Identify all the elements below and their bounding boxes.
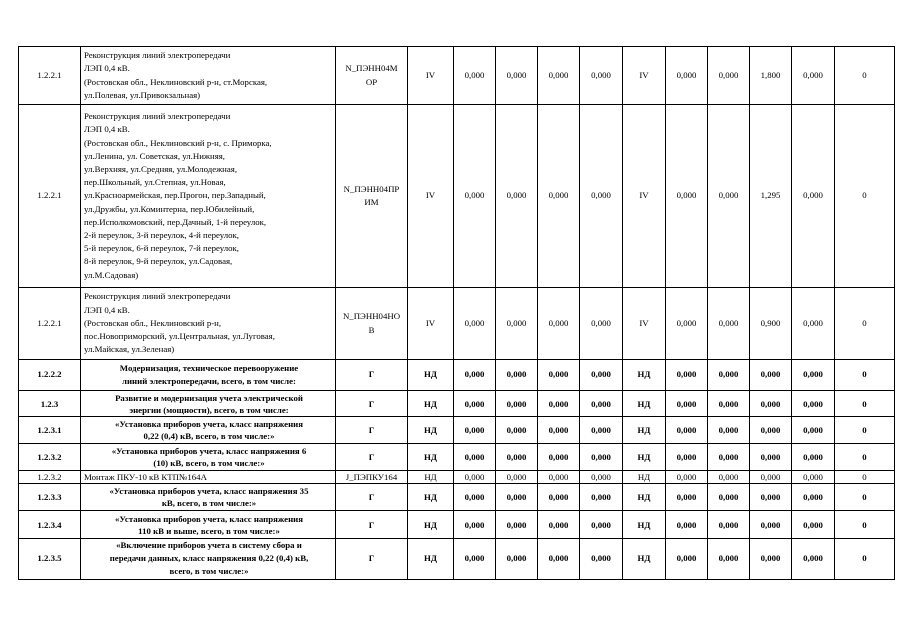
row-number: 1.2.3.4 <box>19 511 81 539</box>
row-description: «Включение приборов учета в систему сбора и передачи данных, класс напряжения 0,22 (0,4) кВ, всего, в том числе:» <box>81 539 336 580</box>
value-cell: 0 <box>835 105 895 288</box>
category: IV <box>408 105 454 288</box>
row-number: 1.2.3.2 <box>19 471 81 484</box>
value-cell: 0,000 <box>708 288 750 360</box>
value-cell: 0 <box>835 417 895 444</box>
value-cell: 0 <box>835 539 895 580</box>
row-description: «Установка приборов учета, класс напряжения 0,22 (0,4) кВ, всего, в том числе:» <box>81 417 336 444</box>
value-cell: 0,000 <box>580 444 623 471</box>
value-cell: 0,000 <box>666 484 708 511</box>
value-cell: 0,000 <box>454 47 496 105</box>
value-cell: 0,000 <box>538 105 580 288</box>
document-page <box>18 46 895 580</box>
value-cell: 0,000 <box>538 539 580 580</box>
row-number: 1.2.3.5 <box>19 539 81 580</box>
category: НД <box>408 360 454 391</box>
value-cell: 0,000 <box>496 360 538 391</box>
value-cell: 1,800 <box>750 47 792 105</box>
value-cell: 0 <box>835 288 895 360</box>
value-cell: 0,000 <box>750 444 792 471</box>
value-cell: 0,000 <box>496 484 538 511</box>
table-row <box>19 360 895 391</box>
project-code: N_ПЭНН04НО В <box>336 288 408 360</box>
project-code: J_ПЭПКУ164 <box>336 471 408 484</box>
project-code: Г <box>336 444 408 471</box>
project-code: Г <box>336 539 408 580</box>
value-cell: 0,000 <box>708 391 750 417</box>
row-number: 1.2.2.2 <box>19 360 81 391</box>
value-cell: 0,000 <box>792 105 835 288</box>
project-code: Г <box>336 391 408 417</box>
value-cell: 0,000 <box>792 288 835 360</box>
value-cell: 0,000 <box>666 471 708 484</box>
value-cell: 0,000 <box>538 417 580 444</box>
value-cell: 0,000 <box>792 539 835 580</box>
value-cell: 0,000 <box>580 511 623 539</box>
value-cell: 0,000 <box>792 360 835 391</box>
table-row <box>19 539 895 580</box>
value-cell: 0 <box>835 484 895 511</box>
category-2: НД <box>623 391 666 417</box>
row-description: Модернизация, техническое перевооружение линий электропередачи, всего, в том числе: <box>81 360 336 391</box>
value-cell: 0,000 <box>708 417 750 444</box>
row-description: Монтаж ПКУ-10 кВ КТП№164А <box>81 471 336 484</box>
value-cell: 0 <box>835 47 895 105</box>
value-cell: 0,900 <box>750 288 792 360</box>
value-cell: 0,000 <box>454 391 496 417</box>
value-cell: 0,000 <box>454 471 496 484</box>
category: НД <box>408 484 454 511</box>
table-row <box>19 47 895 105</box>
category-2: НД <box>623 417 666 444</box>
row-number: 1.2.2.1 <box>19 288 81 360</box>
value-cell: 0,000 <box>666 444 708 471</box>
value-cell: 0 <box>835 444 895 471</box>
value-cell: 0,000 <box>496 539 538 580</box>
category: НД <box>408 391 454 417</box>
table-row <box>19 417 895 444</box>
value-cell: 0,000 <box>496 417 538 444</box>
value-cell: 0,000 <box>708 471 750 484</box>
row-description: «Установка приборов учета, класс напряжения 110 кВ и выше, всего, в том числе:» <box>81 511 336 539</box>
value-cell: 0,000 <box>708 511 750 539</box>
investment-program-table <box>18 46 895 580</box>
value-cell: 0,000 <box>750 391 792 417</box>
value-cell: 0,000 <box>538 391 580 417</box>
row-number: 1.2.3.3 <box>19 484 81 511</box>
category-2: IV <box>623 47 666 105</box>
value-cell: 1,295 <box>750 105 792 288</box>
value-cell: 0,000 <box>750 484 792 511</box>
row-description: «Установка приборов учета, класс напряжения 6 (10) кВ, всего, в том числе:» <box>81 444 336 471</box>
value-cell: 0,000 <box>454 288 496 360</box>
row-description: Реконструкция линий электропередачи ЛЭП 0,4 кВ. (Ростовская обл., Неклиновский р-н, с. Приморка, ул.Ленина, ул. Советская, ул.Нижняя, ул.Верхняя, ул.Средняя, ул.Молодежная, пер.Школьный, ул.Степная, ул.Новая, ул.Красноармейская, пер.Прогон, пер.Западный, ул.Дружбы, ул.Коминтерна, пер.Юбилейный, пер.Исполкомовский, пер.Дачный, 1-й переулок, 2-й переулок, 3-й переулок, 4-й переулок, 5-й переулок, 6-й переулок, 7-й переулок, 8-й переулок, 9-й переулок, ул.Садовая, ул.М.Садовая) <box>81 105 336 288</box>
value-cell: 0,000 <box>496 391 538 417</box>
value-cell: 0,000 <box>792 391 835 417</box>
value-cell: 0,000 <box>496 47 538 105</box>
value-cell: 0,000 <box>666 47 708 105</box>
table-body <box>19 47 895 580</box>
table-row <box>19 444 895 471</box>
value-cell: 0,000 <box>580 105 623 288</box>
row-description: Реконструкция линий электропередачи ЛЭП 0,4 кВ. (Ростовская обл., Неклиновский р-н, ст.Морская, ул.Полевая, ул.Привокзальная) <box>81 47 336 105</box>
row-description: «Установка приборов учета, класс напряжения 35 кВ, всего, в том числе:» <box>81 484 336 511</box>
category: НД <box>408 444 454 471</box>
value-cell: 0,000 <box>454 511 496 539</box>
value-cell: 0,000 <box>580 360 623 391</box>
value-cell: 0,000 <box>750 471 792 484</box>
value-cell: 0,000 <box>750 417 792 444</box>
row-number: 1.2.3.1 <box>19 417 81 444</box>
value-cell: 0,000 <box>580 484 623 511</box>
row-number: 1.2.3 <box>19 391 81 417</box>
value-cell: 0,000 <box>750 360 792 391</box>
value-cell: 0,000 <box>454 417 496 444</box>
category-2: НД <box>623 444 666 471</box>
value-cell: 0,000 <box>580 417 623 444</box>
value-cell: 0 <box>835 360 895 391</box>
value-cell: 0,000 <box>666 105 708 288</box>
value-cell: 0,000 <box>580 391 623 417</box>
value-cell: 0,000 <box>792 511 835 539</box>
row-number: 1.2.2.1 <box>19 47 81 105</box>
table-row <box>19 471 895 484</box>
category: IV <box>408 288 454 360</box>
value-cell: 0,000 <box>580 539 623 580</box>
category-2: НД <box>623 360 666 391</box>
value-cell: 0,000 <box>792 471 835 484</box>
value-cell: 0,000 <box>666 511 708 539</box>
value-cell: 0,000 <box>580 47 623 105</box>
project-code: N_ПЭНН04М ОР <box>336 47 408 105</box>
category: НД <box>408 511 454 539</box>
category-2: IV <box>623 288 666 360</box>
category: НД <box>408 539 454 580</box>
value-cell: 0,000 <box>708 484 750 511</box>
value-cell: 0 <box>835 471 895 484</box>
value-cell: 0,000 <box>750 511 792 539</box>
value-cell: 0,000 <box>496 444 538 471</box>
project-code: Г <box>336 511 408 539</box>
category-2: НД <box>623 539 666 580</box>
project-code: Г <box>336 417 408 444</box>
value-cell: 0,000 <box>708 444 750 471</box>
value-cell: 0,000 <box>580 471 623 484</box>
category: IV <box>408 47 454 105</box>
value-cell: 0,000 <box>496 511 538 539</box>
table-row <box>19 484 895 511</box>
category-2: IV <box>623 105 666 288</box>
category-2: НД <box>623 471 666 484</box>
value-cell: 0,000 <box>666 417 708 444</box>
value-cell: 0,000 <box>666 288 708 360</box>
value-cell: 0,000 <box>496 288 538 360</box>
row-description: Развитие и модернизация учета электрической энергии (мощности), всего, в том числе: <box>81 391 336 417</box>
value-cell: 0,000 <box>496 105 538 288</box>
row-description: Реконструкция линий электропередачи ЛЭП 0,4 кВ. (Ростовская обл., Неклиновский р-н, пос.Новоприморский, ул.Центральная, ул.Луговая, ул.Майская, ул.Зеленая) <box>81 288 336 360</box>
table-row <box>19 288 895 360</box>
value-cell: 0,000 <box>708 360 750 391</box>
value-cell: 0,000 <box>454 539 496 580</box>
value-cell: 0 <box>835 511 895 539</box>
value-cell: 0,000 <box>538 471 580 484</box>
value-cell: 0,000 <box>708 105 750 288</box>
table-row <box>19 105 895 288</box>
project-code: N_ПЭНН04ПР ИМ <box>336 105 408 288</box>
value-cell: 0,000 <box>496 471 538 484</box>
value-cell: 0,000 <box>538 444 580 471</box>
value-cell: 0,000 <box>792 47 835 105</box>
value-cell: 0,000 <box>792 444 835 471</box>
value-cell: 0,000 <box>792 417 835 444</box>
value-cell: 0,000 <box>666 539 708 580</box>
value-cell: 0,000 <box>454 484 496 511</box>
value-cell: 0,000 <box>750 539 792 580</box>
category: НД <box>408 471 454 484</box>
value-cell: 0,000 <box>538 47 580 105</box>
table-row <box>19 511 895 539</box>
value-cell: 0,000 <box>538 360 580 391</box>
value-cell: 0,000 <box>580 288 623 360</box>
value-cell: 0,000 <box>454 444 496 471</box>
category-2: НД <box>623 484 666 511</box>
category-2: НД <box>623 511 666 539</box>
value-cell: 0 <box>835 391 895 417</box>
table-row <box>19 391 895 417</box>
category: НД <box>408 417 454 444</box>
value-cell: 0,000 <box>538 511 580 539</box>
row-number: 1.2.2.1 <box>19 105 81 288</box>
value-cell: 0,000 <box>666 391 708 417</box>
value-cell: 0,000 <box>708 539 750 580</box>
value-cell: 0,000 <box>454 360 496 391</box>
value-cell: 0,000 <box>708 47 750 105</box>
project-code: Г <box>336 484 408 511</box>
value-cell: 0,000 <box>538 484 580 511</box>
value-cell: 0,000 <box>792 484 835 511</box>
project-code: Г <box>336 360 408 391</box>
row-number: 1.2.3.2 <box>19 444 81 471</box>
value-cell: 0,000 <box>454 105 496 288</box>
value-cell: 0,000 <box>538 288 580 360</box>
value-cell: 0,000 <box>666 360 708 391</box>
